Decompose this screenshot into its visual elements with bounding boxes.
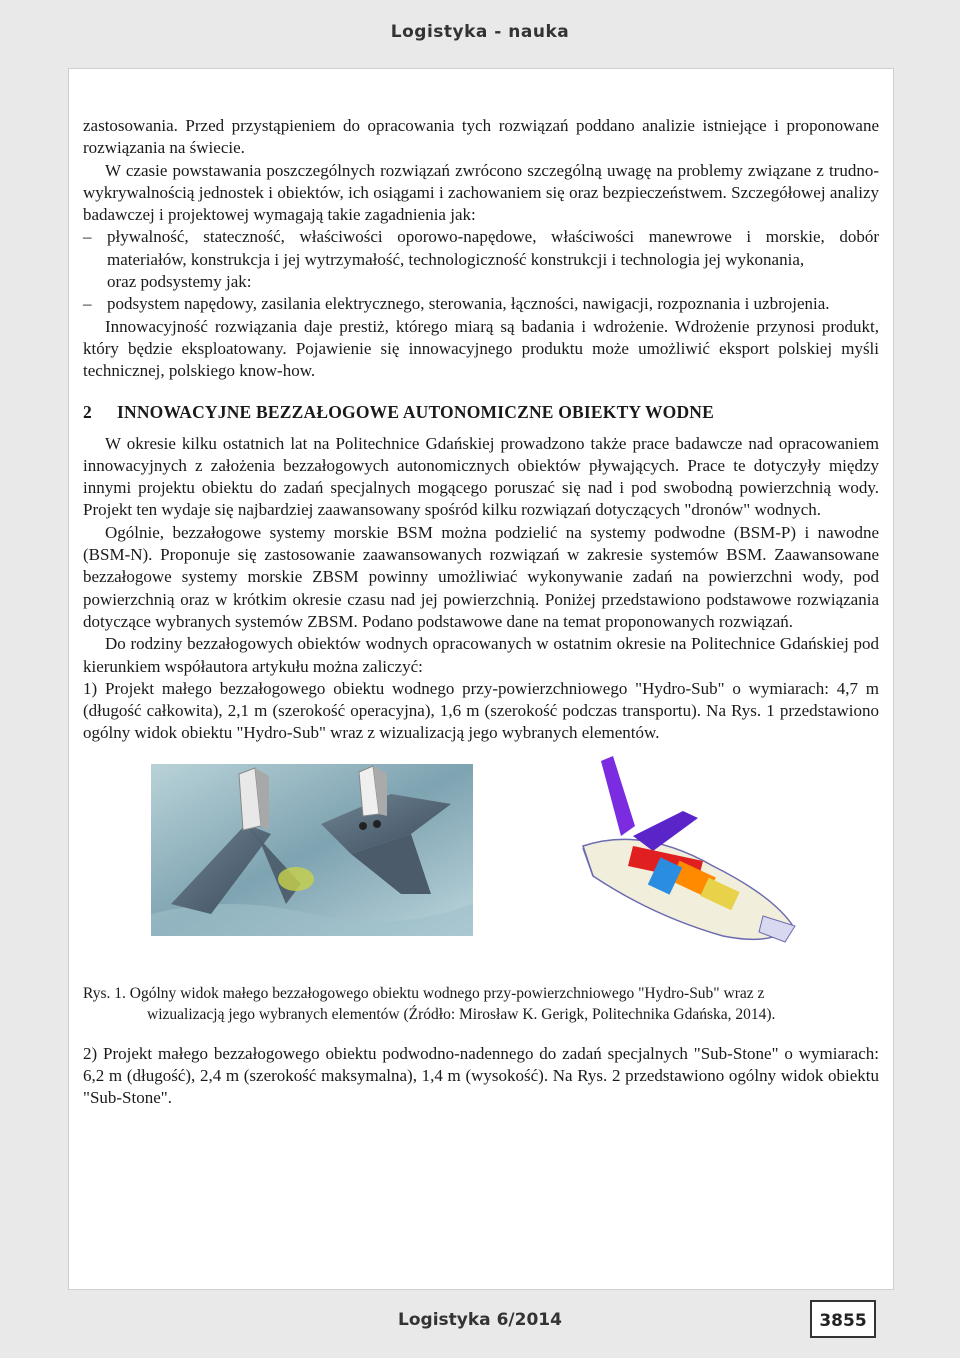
figure-caption (83, 983, 879, 1025)
list-item (83, 226, 879, 271)
hydro-sub-cutaway-graphic (523, 756, 823, 966)
paragraph: 2) Projekt małego bezzałogowego obiektu podwodno-nadennego do zadań specjalnych "Sub-Stone" o wymiarach: 6,2 m (długość), 2,4 m (szerokość maksymalna), 1,4 m (wysokość). Na Rys. 2 przedstawiono ogólny widok obiektu "Sub-Stone". (83, 1043, 879, 1108)
hydro-sub-render-graphic (151, 764, 473, 936)
running-head: Logistyka - nauka (390, 22, 570, 42)
paragraph: W okresie kilku ostatnich lat na Politechnice Gdańskiej prowadzono także prace badawcze nad opracowaniem innowacyjnych z założenia bezzałogowych autonomicznych obiektów pływających. Prace te dotyczyły między innymi projektu obiektu do zadań specjalnych mogącego poruszać się nad i pod swobodną powierzchnią wody. Projekt ten wydaje się najbardziej zaawansowany spośród kilku rozwiązań dotyczących "dronów" wodnych. (83, 433, 879, 520)
dash-bullet: – (83, 227, 92, 247)
paragraph: Innowacyjność rozwiązania daje prestiż, którego miarą są badania i wdrożenie. Wdrożenie przynosi produkt, który będzie eksploatowany. Pojawienie się innowacyjnego produktu może umożliwić eksport polskiej myśli technicznej, polskiego know-how. (83, 316, 879, 381)
page-number: 3855 (810, 1300, 876, 1338)
paragraph: W czasie powstawania poszczególnych rozwiązań zwrócono szczególną uwagę na problemy związane z trudno-wykrywalnością jednostek i obiektów, ich osiągami i zachowaniem się oraz bezpieczeństwem. Szczegółowej analizy badawczej i projektowej wymagają takie zagadnienia jak: (83, 160, 879, 225)
section-title: INNOWACYJNE BEZZAŁOGOWE AUTONOMICZNE OBIEKTY WODNE (117, 401, 715, 422)
hydro-sub-cutaway-image (523, 756, 823, 966)
caption-line: Rys. 1. Ogólny widok małego bezzałogowego obiektu wodnego przy-powierzchniowego "Hydro-Sub" wraz z (83, 984, 765, 1002)
journal-footer: Logistyka 6/2014 (398, 1310, 562, 1330)
list-item (83, 293, 879, 315)
paragraph: zastosowania. Przed przystąpieniem do opracowania tych rozwiązań poddano analizie istniejące i proponowane rozwiązania na świecie. (83, 116, 879, 158)
list-intro: oraz podsystemy jak: (107, 272, 252, 292)
paragraph: 1) Projekt małego bezzałogowego obiektu wodnego przy-powierzchniowego "Hydro-Sub" o wymiarach: 4,7 m (długość całkowita), 2,1 m (szerokość operacyjna), 1,6 m (szerokość podczas transportu). Na Rys. 1 przedstawiono ogólny widok obiektu "Hydro-Sub" wraz z wizualizacją jego wybranych elementów. (83, 678, 879, 743)
article-body (83, 115, 879, 1110)
document-page (68, 68, 894, 1290)
caption-line: wizualizacją jego wybranych elementów (Źródło: Mirosław K. Gerigk, Politechnika Gdańska, 2014). (147, 1005, 776, 1023)
dash-bullet: – (83, 294, 92, 314)
hydro-sub-render-image (151, 764, 473, 936)
section-heading (83, 401, 879, 423)
paragraph: Ogólnie, bezzałogowe systemy morskie BSM można podzielić na systemy podwodne (BSM-P) i nawodne (BSM-N). Proponuje się zastosowanie zaawansowanych rozwiązań w zakresie systemów BSM. Zaawansowane bezzałogowe systemy morskie ZBSM powinny umożliwiać wykonywanie zadań na powierzchni wody, pod powierzchnią oraz w krótkim okresie czasu nad jej powierzchnią. Poniżej przedstawiono podstawowe rozwiązania dotyczące wybranych systemów ZBSM. Podano podstawowe dane na temat proponowanych rozwiązań. (83, 522, 879, 631)
figure-1 (83, 756, 879, 971)
list-item-text: podsystem napędowy, zasilania elektrycznego, sterowania, łączności, nawigacji, rozpoznania i uzbrojenia. (107, 294, 830, 314)
list-item-text: pływalność, stateczność, właściwości oporowo-napędowe, właściwości manewrowe i morskie, dobór materiałów, konstrukcja i jej wytrzymałość, technologiczność konstrukcji i technologia jej wykonania, (107, 227, 879, 269)
section-number: 2 (83, 401, 92, 422)
paragraph: Do rodziny bezzałogowych obiektów wodnych opracowanych w ostatnim okresie na Politechnice Gdańskiej pod kierunkiem współautora artykułu można zaliczyć: (83, 634, 879, 676)
